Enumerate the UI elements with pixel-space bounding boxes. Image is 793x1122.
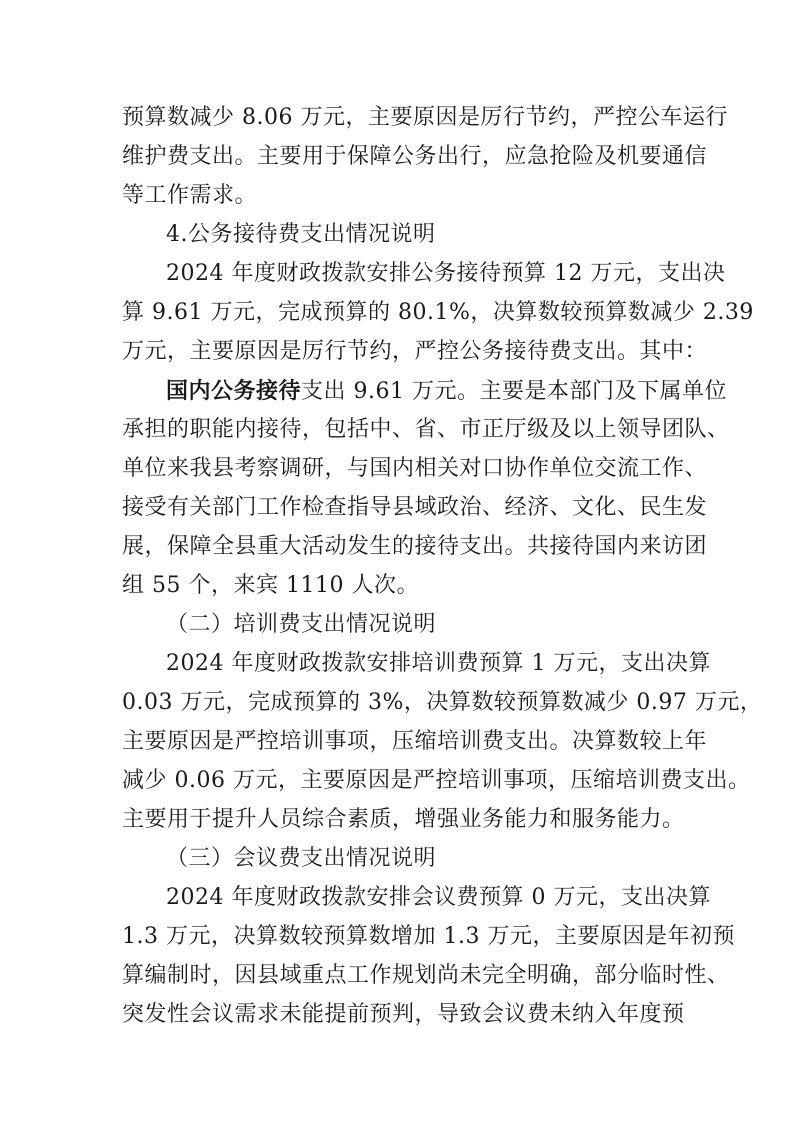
paragraph-line: 预算数减少 8.06 万元，主要原因是厉行节约，严控公车运行 bbox=[122, 105, 728, 130]
paragraph-line: 算 9.61 万元，完成预算的 80.1%，决算数较预算数减少 2.39 bbox=[122, 300, 754, 325]
paragraph-text: 支出 9.61 万元。主要是本部门及下属单位 bbox=[301, 379, 727, 404]
bold-label-domestic-reception: 国内公务接待 bbox=[166, 378, 302, 404]
paragraph-line: 主要用于提升人员综合素质，增强业务能力和服务能力。 bbox=[122, 807, 685, 832]
paragraph-line: 算编制时，因县域重点工作规划尚未完全明确，部分临时性、 bbox=[122, 963, 730, 988]
paragraph-line: 突发性会议需求未能提前预判，导致会议费未纳入年度预 bbox=[122, 1002, 685, 1027]
paragraph-line: 0.03 万元，完成预算的 3%，决算数较预算数减少 0.97 万元， bbox=[122, 690, 763, 715]
paragraph-line: 2024 年度财政拨款安排公务接待预算 12 万元，支出决 bbox=[166, 261, 726, 286]
paragraph-line: 1.3 万元，决算数较预算数增加 1.3 万元，主要原因是年初预 bbox=[122, 924, 735, 949]
paragraph-line: 承担的职能内接待，包括中、省、市正厅级及以上领导团队、 bbox=[122, 417, 730, 442]
paragraph-line: 2024 年度财政拨款安排会议费预算 0 万元，支出决算 bbox=[166, 885, 711, 910]
paragraph-line: 等工作需求。 bbox=[122, 183, 258, 208]
paragraph-line-domestic-reception bbox=[166, 371, 727, 411]
paragraph-line: 减少 0.06 万元，主要原因是严控培训事项，压缩培训费支出。 bbox=[122, 768, 751, 793]
section-heading-training: （二）培训费支出情况说明 bbox=[166, 612, 437, 637]
paragraph-line: 单位来我县考察调研，与国内相关对口协作单位交流工作、 bbox=[122, 456, 708, 481]
section-heading-reception: 4.公务接待费支出情况说明 bbox=[166, 222, 436, 247]
paragraph-line: 万元，主要原因是厉行节约，严控公务接待费支出。其中： bbox=[122, 339, 708, 364]
paragraph-line: 组 55 个，来宾 1110 人次。 bbox=[122, 573, 419, 598]
paragraph-line: 展，保障全县重大活动发生的接待支出。共接待国内来访团 bbox=[122, 534, 708, 559]
paragraph-line: 主要原因是严控培训事项，压缩培训费支出。决算数较上年 bbox=[122, 729, 708, 754]
section-heading-meeting: （三）会议费支出情况说明 bbox=[166, 846, 437, 871]
paragraph-line: 维护费支出。主要用于保障公务出行，应急抢险及机要通信 bbox=[122, 144, 708, 169]
paragraph-line: 2024 年度财政拨款安排培训费预算 1 万元，支出决算 bbox=[166, 651, 711, 676]
paragraph-line: 接受有关部门工作检查指导县域政治、经济、文化、民生发 bbox=[122, 495, 708, 520]
